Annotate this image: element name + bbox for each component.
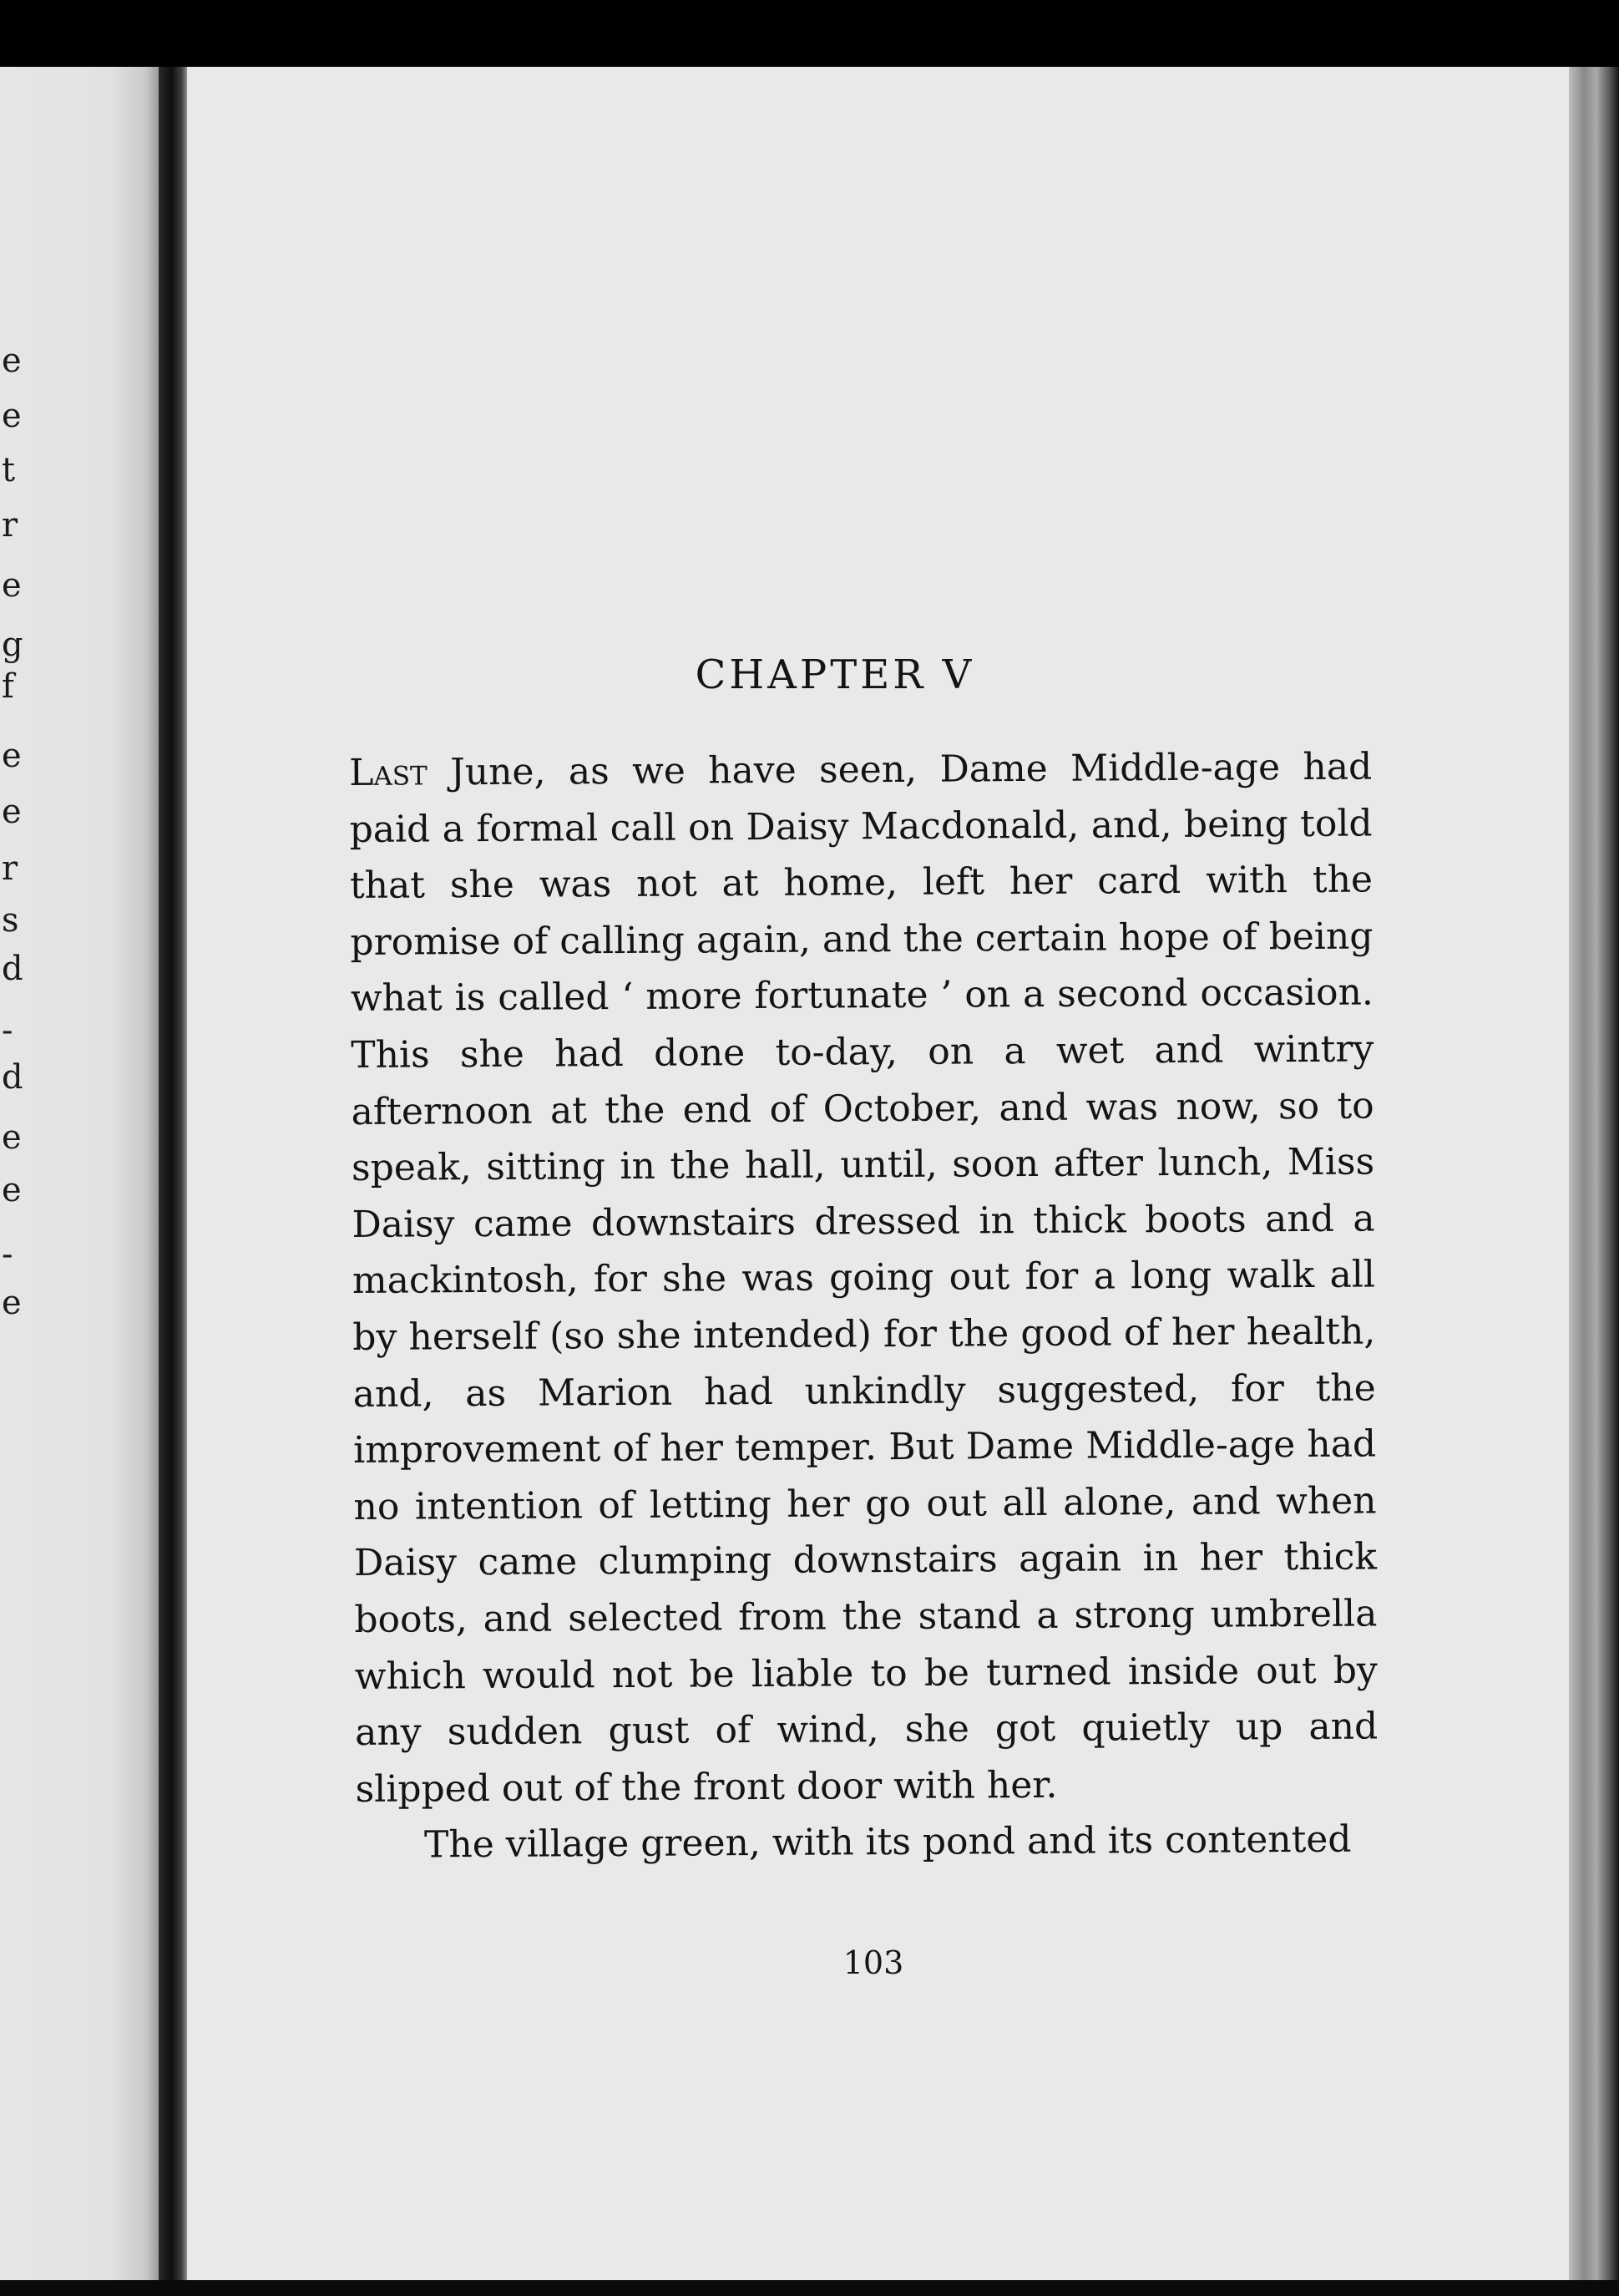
- paragraph: [349, 739, 1379, 1818]
- left-page-letter: f: [2, 667, 14, 706]
- left-page-fragment: [0, 67, 159, 2280]
- left-page-letter: e: [2, 1118, 22, 1157]
- chapter-body-text: [349, 739, 1379, 1874]
- left-page-letter: t: [2, 451, 16, 489]
- left-page-letter: e: [2, 566, 22, 605]
- left-page-letter: e: [2, 1284, 22, 1322]
- left-page-letter: r: [2, 506, 18, 545]
- book-gutter: [159, 67, 187, 2280]
- chapter-heading: CHAPTER V: [695, 651, 975, 698]
- right-page-edge: [1569, 67, 1619, 2288]
- paragraph: [356, 1812, 1379, 1874]
- left-page-letter: e: [2, 342, 22, 380]
- left-page-letter: g: [2, 626, 23, 664]
- paragraph-text: June, as we have seen, Dame Middle-age had paid a formal call on Daisy Macdonald, and, being told that she was not at home, left her card with the promise of calling again, and the certain hope of being what is called ‘ more fortunate ’ on a second occasion. This she had done to-day, on a wet and wintry afternoon at the end of October, and was now, so to speak, sitting in the hall, until, soon after lunch, Miss Daisy came downstairs dressed in thick boots and a mackintosh, for she was going out for a long walk all by herself (so she intended) for the good of her health, and, as Marion had unkindly suggested, for the improvement of her temper. But Dame Middle-age had no intention of letting her go out all alone, and when Daisy came clumping downstairs again in her thick boots, and selected from the stand a strong umbrella which would not be liable to be turned inside out by any sudden gust of wind, she got quietly up and slipped out of the front door with her.: [349, 745, 1379, 1811]
- scan-bottom-border: [0, 2280, 1619, 2296]
- left-page-letter: e: [2, 737, 22, 775]
- paragraph-text: The village green, with its pond and its contented: [423, 1817, 1352, 1867]
- left-page-letter: d: [2, 1058, 23, 1097]
- left-page-letter: r: [2, 849, 18, 888]
- left-page-letter: -: [2, 1011, 13, 1050]
- left-page-letter: d: [2, 950, 23, 988]
- paragraph-lead-word: Last: [349, 751, 428, 794]
- page-number: 103: [842, 1944, 904, 1981]
- left-page-letter: e: [2, 397, 22, 435]
- left-page-letter: -: [2, 1235, 13, 1274]
- left-page-letter: s: [2, 901, 19, 940]
- left-page-letter: e: [2, 1171, 22, 1209]
- left-page-letter: e: [2, 793, 22, 831]
